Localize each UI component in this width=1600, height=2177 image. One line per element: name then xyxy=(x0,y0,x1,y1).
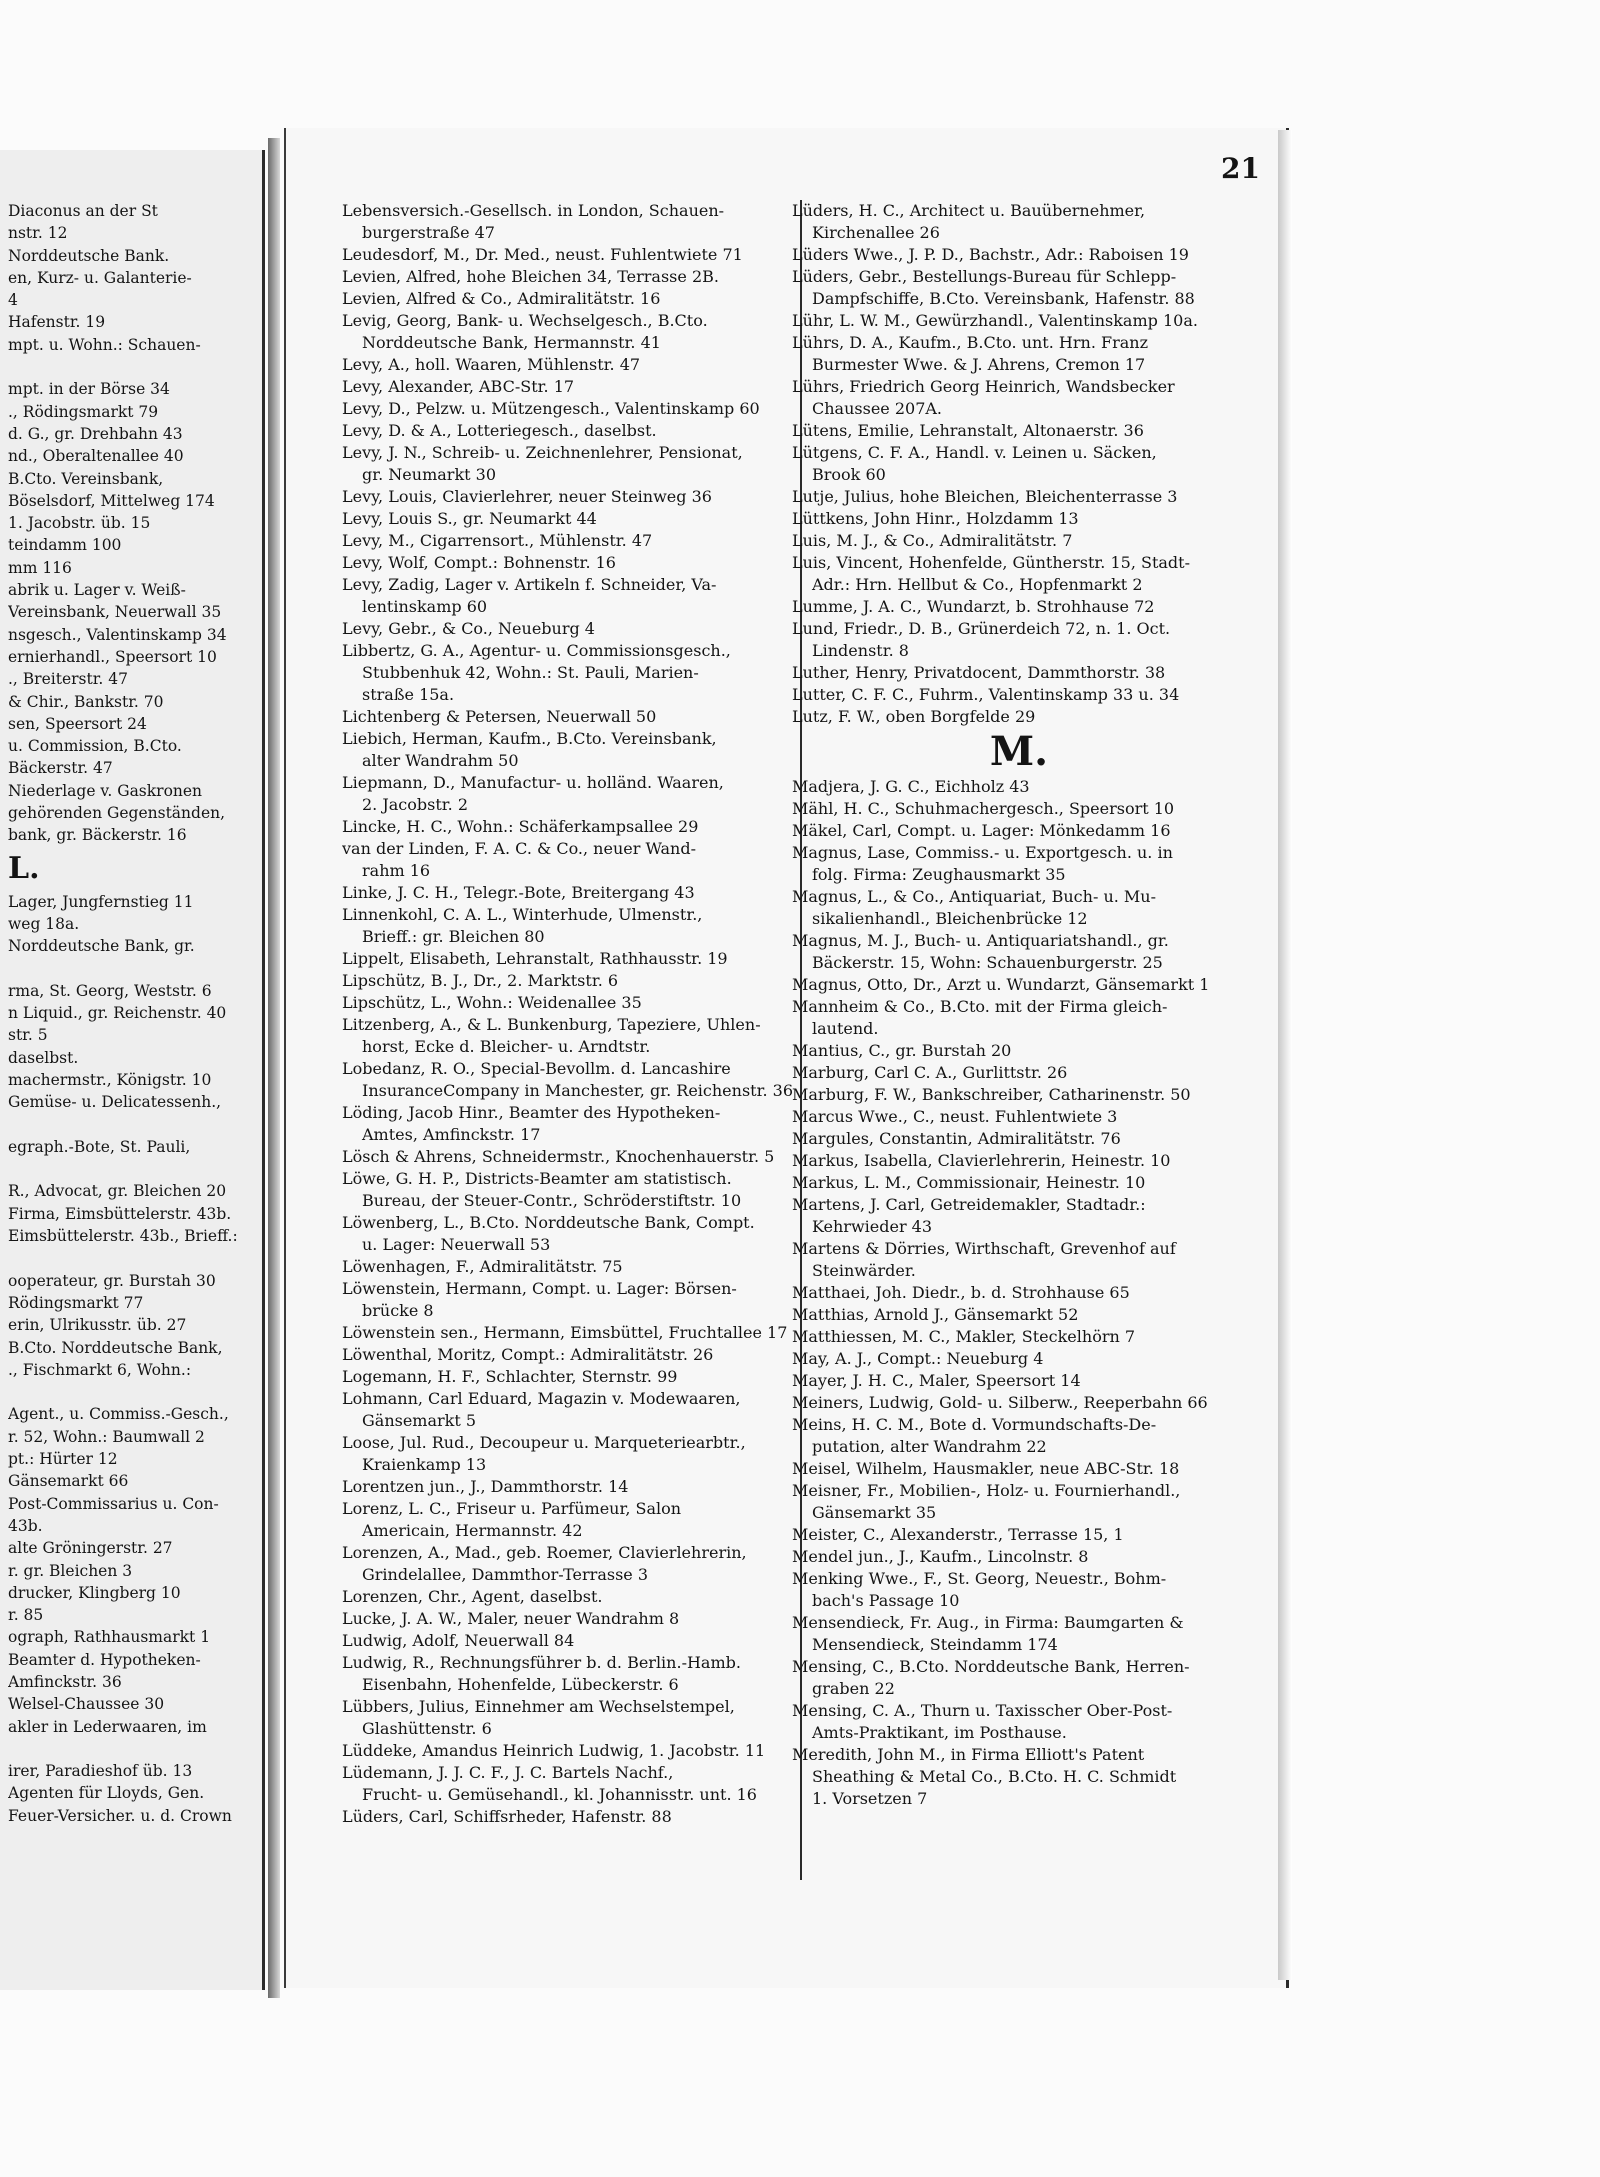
entry-line: Lühr, L. W. M., Gewürzhandl., Valentinskamp 10a. xyxy=(792,311,1198,330)
entries-column-right xyxy=(792,200,1246,1810)
entry-continuation-line: u. Lager: Neuerwall 53 xyxy=(362,1235,551,1254)
left-page-line: ooperateur, gr. Burstah 30 xyxy=(8,1271,216,1290)
left-page-line xyxy=(8,958,258,980)
entry-line: Matthiessen, M. C., Makler, Steckelhörn 7 xyxy=(792,1327,1136,1346)
entry-continuation-line: putation, alter Wandrahm 22 xyxy=(812,1437,1047,1456)
left-page-line: sen, Speersort 24 xyxy=(8,714,147,733)
left-page-line xyxy=(8,1247,258,1269)
entry-line: Mannheim & Co., B.Cto. mit der Firma gleich- xyxy=(792,997,1168,1016)
section-letter-heading: L. xyxy=(8,850,40,886)
entry-continuation-line: sikalienhandl., Bleichenbrücke 12 xyxy=(812,909,1088,928)
entry-line: Lorenzen, A., Mad., geb. Roemer, Clavierlehrerin, xyxy=(342,1543,747,1562)
left-page-line: 4 xyxy=(8,291,18,310)
entry-line: Lutz, F. W., oben Borgfelde 29 xyxy=(792,707,1036,726)
entry-line: Lüdemann, J. J. C. F., J. C. Bartels Nachf., xyxy=(342,1763,674,1782)
left-page-line: Agent., u. Commiss.-Gesch., xyxy=(8,1405,229,1424)
entry-line: Lührs, D. A., Kaufm., B.Cto. unt. Hrn. Franz xyxy=(792,333,1149,352)
entry-line: Markus, Isabella, Clavierlehrerin, Heinestr. 10 xyxy=(792,1151,1171,1170)
entry-continuation-line: lentinskamp 60 xyxy=(362,597,488,616)
entry-line: Magnus, Otto, Dr., Arzt u. Wundarzt, Gänsemarkt 1 xyxy=(792,975,1210,994)
left-page-line: Feuer-Versicher. u. d. Crown xyxy=(8,1806,232,1825)
entry-continuation-line: folg. Firma: Zeughausmarkt 35 xyxy=(812,865,1066,884)
left-page-line: Firma, Eimsbüttelerstr. 43b. xyxy=(8,1204,232,1223)
entry-line: Margules, Constantin, Admiralitätstr. 76 xyxy=(792,1129,1121,1148)
left-page-line: d. G., gr. Drehbahn 43 xyxy=(8,424,183,443)
entry-continuation-line: Adr.: Hrn. Hellbut & Co., Hopfenmarkt 2 xyxy=(812,575,1143,594)
entry-line: Löwenberg, L., B.Cto. Norddeutsche Bank, Compt. xyxy=(342,1213,755,1232)
entry-line: Lütgens, C. F. A., Handl. v. Leinen u. Säcken, xyxy=(792,443,1157,462)
left-page-line: akler in Lederwaaren, im xyxy=(8,1717,207,1736)
entry-line: Liepmann, D., Manufactur- u. holländ. Waaren, xyxy=(342,773,724,792)
entry-line: May, A. J., Compt.: Neueburg 4 xyxy=(792,1349,1044,1368)
left-page-line: Post-Commissarius u. Con- xyxy=(8,1494,219,1513)
left-page-line: Eimsbüttelerstr. 43b., Brieff.: xyxy=(8,1227,238,1246)
left-page-line xyxy=(8,1381,258,1403)
entry-line: Levy, Louis, Clavierlehrer, neuer Steinweg 36 xyxy=(342,487,712,506)
entry-line: Mantius, C., gr. Burstah 20 xyxy=(792,1041,1012,1060)
entry-continuation-line: Dampfschiffe, B.Cto. Vereinsbank, Hafenstr. 88 xyxy=(812,289,1195,308)
left-page-line: mpt. u. Wohn.: Schauen- xyxy=(8,335,201,354)
entry-continuation-line: Lindenstr. 8 xyxy=(812,641,909,660)
left-page-line: n Liquid., gr. Reichenstr. 40 xyxy=(8,1004,227,1023)
entry-line: Levy, D., Pelzw. u. Mützengesch., Valentinskamp 60 xyxy=(342,399,760,418)
entry-line: Leudesdorf, M., Dr. Med., neust. Fuhlentwiete 71 xyxy=(342,245,743,264)
entry-line: Meins, H. C. M., Bote d. Vormundschafts-De- xyxy=(792,1415,1157,1434)
entry-continuation-line: Brook 60 xyxy=(812,465,886,484)
entry-line: Löwenthal, Moritz, Compt.: Admiralitätstr. 26 xyxy=(342,1345,714,1364)
left-page-line: nd., Oberaltenallee 40 xyxy=(8,447,184,466)
entry-line: Levig, Georg, Bank- u. Wechselgesch., B.Cto. xyxy=(342,311,708,330)
left-page-line: 1. Jacobstr. üb. 15 xyxy=(8,514,151,533)
entry-line: Ludwig, Adolf, Neuerwall 84 xyxy=(342,1631,575,1650)
entry-line: Lübbers, Julius, Einnehmer am Wechselstempel, xyxy=(342,1697,735,1716)
entry-continuation-line: InsuranceCompany in Manchester, gr. Reichenstr. 36 xyxy=(362,1081,793,1100)
entry-continuation-line: Amts-Praktikant, im Posthause. xyxy=(812,1723,1067,1742)
entry-line: Levy, Alexander, ABC-Str. 17 xyxy=(342,377,575,396)
entry-line: Marburg, F. W., Bankschreiber, Catharinenstr. 50 xyxy=(792,1085,1191,1104)
entry-continuation-line: Sheathing & Metal Co., B.Cto. H. C. Schmidt xyxy=(812,1767,1177,1786)
entry-line: Levy, Zadig, Lager v. Artikeln f. Schneider, Va- xyxy=(342,575,717,594)
entry-line: Lohmann, Carl Eduard, Magazin v. Modewaaren, xyxy=(342,1389,741,1408)
entry-line: Mendel jun., J., Kaufm., Lincolnstr. 8 xyxy=(792,1547,1089,1566)
entry-continuation-line: Brieff.: gr. Bleichen 80 xyxy=(362,927,545,946)
entry-line: Loose, Jul. Rud., Decoupeur u. Marqueteriearbtr., xyxy=(342,1433,746,1452)
left-page-line: ., Fischmarkt 6, Wohn.: xyxy=(8,1360,192,1379)
entry-continuation-line: lautend. xyxy=(812,1019,879,1038)
entry-line: Lipschütz, B. J., Dr., 2. Marktstr. 6 xyxy=(342,971,619,990)
left-page-line: alte Gröningerstr. 27 xyxy=(8,1539,173,1558)
entry-continuation-line: Amtes, Amfinckstr. 17 xyxy=(362,1125,541,1144)
entry-line: Liebich, Herman, Kaufm., B.Cto. Vereinsbank, xyxy=(342,729,717,748)
entry-line: Lumme, J. A. C., Wundarzt, b. Strohhause 72 xyxy=(792,597,1155,616)
left-page-line xyxy=(8,356,258,378)
entry-line: Meiners, Ludwig, Gold- u. Silberw., Reeperbahn 66 xyxy=(792,1393,1208,1412)
entry-line: Magnus, M. J., Buch- u. Antiquariatshandl., gr. xyxy=(792,931,1169,950)
entry-line: Luis, Vincent, Hohenfelde, Güntherstr. 15, Stadt- xyxy=(792,553,1190,572)
entry-continuation-line: Mensendieck, Steindamm 174 xyxy=(812,1635,1058,1654)
entry-line: Lucke, J. A. W., Maler, neuer Wandrahm 8 xyxy=(342,1609,680,1628)
entry-line: Ludwig, R., Rechnungsführer b. d. Berlin.-Hamb. xyxy=(342,1653,741,1672)
entry-line: Levy, A., holl. Waaren, Mühlenstr. 47 xyxy=(342,355,641,374)
left-page-line xyxy=(8,1738,258,1760)
entry-continuation-line: Steinwärder. xyxy=(812,1261,916,1280)
entry-continuation-line: bach's Passage 10 xyxy=(812,1591,960,1610)
entry-line: Löding, Jacob Hinr., Beamter des Hypotheken- xyxy=(342,1103,721,1122)
entry-line: Magnus, Lase, Commiss.- u. Exportgesch. u. in xyxy=(792,843,1173,862)
left-page-line: B.Cto. Norddeutsche Bank, xyxy=(8,1338,223,1357)
entry-continuation-line: Stubbenhuk 42, Wohn.: St. Pauli, Marien- xyxy=(362,663,699,682)
entry-line: Linnenkohl, C. A. L., Winterhude, Ulmenstr., xyxy=(342,905,703,924)
entry-continuation-line: gr. Neumarkt 30 xyxy=(362,465,497,484)
entry-line: Lorentzen jun., J., Dammthorstr. 14 xyxy=(342,1477,629,1496)
left-page-line: daselbst. xyxy=(8,1048,79,1067)
entry-line: Lösch & Ahrens, Schneidermstr., Knochenhauerstr. 5 xyxy=(342,1147,775,1166)
entry-line: Lund, Friedr., D. B., Grünerdeich 72, n. 1. Oct. xyxy=(792,619,1171,638)
left-page-line: r. gr. Bleichen 3 xyxy=(8,1561,133,1580)
left-page-line: r. 52, Wohn.: Baumwall 2 xyxy=(8,1427,205,1446)
entry-line: Lüders, H. C., Architect u. Bauübernehmer, xyxy=(792,201,1146,220)
entry-continuation-line: Kraienkamp 13 xyxy=(362,1455,487,1474)
entry-continuation-line: Grindelallee, Dammthor-Terrasse 3 xyxy=(362,1565,649,1584)
left-page-line: Diaconus an der St xyxy=(8,202,158,220)
entry-line: Lincke, H. C., Wohn.: Schäferkampsallee 29 xyxy=(342,817,699,836)
left-page-line: abrik u. Lager v. Weiß- xyxy=(8,581,186,600)
left-page-line: gehörenden Gegenständen, xyxy=(8,804,226,823)
entry-continuation-line: 1. Vorsetzen 7 xyxy=(812,1789,928,1808)
entry-line: Levy, D. & A., Lotteriegesch., daselbst. xyxy=(342,421,657,440)
entry-line: Matthias, Arnold J., Gänsemarkt 52 xyxy=(792,1305,1079,1324)
left-page-column xyxy=(8,200,258,1827)
left-page-line: str. 5 xyxy=(8,1026,48,1045)
left-page-line: Gemüse- u. Delicatessenh., xyxy=(8,1093,222,1112)
left-page-line: Gänsemarkt 66 xyxy=(8,1472,129,1491)
left-page-line: Vereinsbank, Neuerwall 35 xyxy=(8,603,222,622)
entry-line: Levien, Alfred & Co., Admiralitätstr. 16 xyxy=(342,289,661,308)
left-page-line: Hafenstr. 19 xyxy=(8,313,106,332)
entry-line: Lorenz, L. C., Friseur u. Parfümeur, Salon xyxy=(342,1499,682,1518)
entry-line: Mensing, C. A., Thurn u. Taxisscher Ober-Post- xyxy=(792,1701,1173,1720)
entry-line: Matthaei, Joh. Diedr., b. d. Strohhause 65 xyxy=(792,1283,1130,1302)
left-page-line: Norddeutsche Bank. xyxy=(8,246,170,265)
entry-continuation-line: straße 15a. xyxy=(362,685,455,704)
left-page-line: ., Rödingsmarkt 79 xyxy=(8,402,159,421)
entry-continuation-line: horst, Ecke d. Bleicher- u. Arndtstr. xyxy=(362,1037,651,1056)
entry-line: Lüders Wwe., J. P. D., Bachstr., Adr.: Raboisen 19 xyxy=(792,245,1189,264)
entry-line: Levy, Louis S., gr. Neumarkt 44 xyxy=(342,509,597,528)
left-page-line: Agenten für Lloyds, Gen. xyxy=(8,1784,205,1803)
page-edge xyxy=(1278,130,1292,1980)
page-number: 21 xyxy=(1221,152,1260,185)
left-page-line: Böselsdorf, Mittelweg 174 xyxy=(8,491,215,510)
entry-line: Lippelt, Elisabeth, Lehranstalt, Rathhausstr. 19 xyxy=(342,949,728,968)
entry-continuation-line: Norddeutsche Bank, Hermannstr. 41 xyxy=(362,333,661,352)
left-page-line: Rödingsmarkt 77 xyxy=(8,1293,144,1312)
entry-line: Lichtenberg & Petersen, Neuerwall 50 xyxy=(342,707,657,726)
left-page-line: Niederlage v. Gaskronen xyxy=(8,781,203,800)
left-page-line: drucker, Klingberg 10 xyxy=(8,1583,181,1602)
entry-continuation-line: Eisenbahn, Hohenfelde, Lübeckerstr. 6 xyxy=(362,1675,679,1694)
entry-line: Mähl, H. C., Schuhmachergesch., Speersort 10 xyxy=(792,799,1175,818)
entry-line: Markus, L. M., Commissionair, Heinestr. 10 xyxy=(792,1173,1146,1192)
entry-continuation-line: Americain, Hermannstr. 42 xyxy=(362,1521,583,1540)
entry-line: Menking Wwe., F., St. Georg, Neuestr., Bohm- xyxy=(792,1569,1167,1588)
left-page-line: en, Kurz- u. Galanterie- xyxy=(8,268,192,287)
entry-line: Meisner, Fr., Mobilien-, Holz- u. Fournierhandl., xyxy=(792,1481,1181,1500)
left-page-line: nstr. 12 xyxy=(8,224,68,243)
entry-continuation-line: Bureau, der Steuer-Contr., Schröderstiftstr. 10 xyxy=(362,1191,742,1210)
entry-line: Logemann, H. F., Schlachter, Sternstr. 99 xyxy=(342,1367,678,1386)
entries-column-left xyxy=(342,200,794,1828)
entry-continuation-line: Burmester Wwe. & J. Ahrens, Cremon 17 xyxy=(812,355,1146,374)
entry-line: Luther, Henry, Privatdocent, Dammthorstr. 38 xyxy=(792,663,1166,682)
entry-line: Lüddeke, Amandus Heinrich Ludwig, 1. Jacobstr. 11 xyxy=(342,1741,766,1760)
entry-line: Marburg, Carl C. A., Gurlittstr. 26 xyxy=(792,1063,1068,1082)
left-page-line: Bäckerstr. 47 xyxy=(8,759,113,778)
entry-line: Luis, M. J., & Co., Admiralitätstr. 7 xyxy=(792,531,1073,550)
entry-continuation-line: burgerstraße 47 xyxy=(362,223,495,242)
entry-continuation-line: Bäckerstr. 15, Wohn: Schauenburgerstr. 25 xyxy=(812,953,1163,972)
entry-line: Marcus Wwe., C., neust. Fuhlentwiete 3 xyxy=(792,1107,1118,1126)
entry-line: Mäkel, Carl, Compt. u. Lager: Mönkedamm 16 xyxy=(792,821,1171,840)
entry-line: Löwenstein sen., Hermann, Eimsbüttel, Fruchtallee 17 xyxy=(342,1323,788,1342)
left-page-line: Amfinckstr. 36 xyxy=(8,1673,122,1691)
left-page-line: erin, Ulrikusstr. üb. 27 xyxy=(8,1316,187,1335)
entry-continuation-line: graben 22 xyxy=(812,1679,895,1698)
entry-line: Lorenzen, Chr., Agent, daselbst. xyxy=(342,1587,603,1606)
entry-continuation-line: rahm 16 xyxy=(362,861,431,880)
entry-line: Madjera, J. G. C., Eichholz 43 xyxy=(792,777,1030,796)
entry-line: Levy, J. N., Schreib- u. Zeichnenlehrer, Pensionat, xyxy=(342,443,743,462)
left-page-fragment xyxy=(0,150,265,1990)
left-page-line: ograph, Rathhausmarkt 1 xyxy=(8,1628,211,1647)
entry-continuation-line: Gänsemarkt 35 xyxy=(812,1503,937,1522)
entry-continuation-line: alter Wandrahm 50 xyxy=(362,751,519,770)
left-page-line: u. Commission, B.Cto. xyxy=(8,737,182,756)
entry-line: Meredith, John M., in Firma Elliott's Patent xyxy=(792,1745,1145,1764)
entry-line: Levien, Alfred, hohe Bleichen 34, Terrasse 2B. xyxy=(342,267,719,286)
entry-continuation-line: Gänsemarkt 5 xyxy=(362,1411,477,1430)
left-page-line: ernierhandl., Speersort 10 xyxy=(8,647,217,666)
entry-line: Löwenstein, Hermann, Compt. u. Lager: Börsen- xyxy=(342,1279,737,1298)
entry-continuation-line: 2. Jacobstr. 2 xyxy=(362,795,469,814)
entry-continuation-line: brücke 8 xyxy=(362,1301,434,1320)
left-page-line: Beamter d. Hypotheken- xyxy=(8,1650,201,1669)
entry-line: Martens, J. Carl, Getreidemakler, Stadtadr.: xyxy=(792,1195,1146,1214)
left-page-line: 43b. xyxy=(8,1516,43,1535)
entry-line: Mensendieck, Fr. Aug., in Firma: Baumgarten & xyxy=(792,1613,1184,1632)
left-page-line: R., Advocat, gr. Bleichen 20 xyxy=(8,1182,227,1201)
left-page-line: irer, Paradieshof üb. 13 xyxy=(8,1762,193,1781)
entry-line: Mayer, J. H. C., Maler, Speersort 14 xyxy=(792,1371,1081,1390)
entry-continuation-line: Kirchenallee 26 xyxy=(812,223,940,242)
entry-line: Meister, C., Alexanderstr., Terrasse 15, 1 xyxy=(792,1525,1124,1544)
entry-line: Lührs, Friedrich Georg Heinrich, Wandsbecker xyxy=(792,377,1175,396)
left-page-line: Norddeutsche Bank, gr. xyxy=(8,937,195,956)
entry-line: Magnus, L., & Co., Antiquariat, Buch- u. Mu- xyxy=(792,887,1157,906)
left-page-line: Welsel-Chaussee 30 xyxy=(8,1695,165,1714)
entry-line: Litzenberg, A., & L. Bunkenburg, Tapeziere, Uhlen- xyxy=(342,1015,761,1034)
left-page-line: rma, St. Georg, Weststr. 6 xyxy=(8,981,212,1000)
entry-line: Lipschütz, L., Wohn.: Weidenallee 35 xyxy=(342,993,642,1012)
left-page-line: weg 18a. xyxy=(8,914,80,933)
entry-line: Levy, Wolf, Compt.: Bohnenstr. 16 xyxy=(342,553,616,572)
left-page-line: Lager, Jungfernstieg 11 xyxy=(8,892,194,911)
left-page-line: B.Cto. Vereinsbank, xyxy=(8,469,164,488)
left-page-line: pt.: Hürter 12 xyxy=(8,1450,118,1469)
left-page-line: ., Breiterstr. 47 xyxy=(8,670,128,689)
entry-line: Lutter, C. F. C., Fuhrm., Valentinskamp 33 u. 34 xyxy=(792,685,1180,704)
entry-line: Lüders, Carl, Schiffsrheder, Hafenstr. 88 xyxy=(342,1807,672,1826)
entry-line: Lüttkens, John Hinr., Holzdamm 13 xyxy=(792,509,1079,528)
section-letter-heading: M. xyxy=(989,728,1049,775)
entry-continuation-line: Chaussee 207A. xyxy=(812,399,943,418)
left-page-line: teindamm 100 xyxy=(8,536,122,555)
entry-continuation-line: Kehrwieder 43 xyxy=(812,1217,933,1236)
entry-line: Lüders, Gebr., Bestellungs-Bureau für Schlepp- xyxy=(792,267,1177,286)
entry-line: Levy, Gebr., & Co., Neueburg 4 xyxy=(342,619,595,638)
left-page-line: bank, gr. Bäckerstr. 16 xyxy=(8,826,187,845)
entry-line: Mensing, C., B.Cto. Norddeutsche Bank, Herren- xyxy=(792,1657,1190,1676)
entry-line: van der Linden, F. A. C. & Co., neuer Wand- xyxy=(342,839,697,858)
left-page-line: machermstr., Königstr. 10 xyxy=(8,1070,212,1089)
left-page-line: mpt. in der Börse 34 xyxy=(8,380,170,399)
left-page-line: nsgesch., Valentinskamp 34 xyxy=(8,625,227,644)
entry-line: Lutje, Julius, hohe Bleichen, Bleichenterrasse 3 xyxy=(792,487,1178,506)
left-page-line: egraph.-Bote, St. Pauli, xyxy=(8,1137,191,1156)
entry-line: Linke, J. C. H., Telegr.-Bote, Breitergang 43 xyxy=(342,883,695,902)
left-page-line: & Chir., Bankstr. 70 xyxy=(8,692,164,711)
entry-line: Libbertz, G. A., Agentur- u. Commissionsgesch., xyxy=(342,641,731,660)
entry-line: Lobedanz, R. O., Special-Bevollm. d. Lancashire xyxy=(342,1059,731,1078)
entry-line: Lütens, Emilie, Lehranstalt, Altonaerstr. 36 xyxy=(792,421,1144,440)
left-page-line: mm 116 xyxy=(8,558,72,577)
left-page-line xyxy=(8,1158,258,1180)
left-page-line: r. 85 xyxy=(8,1606,44,1625)
entry-line: Levy, M., Cigarrensort., Mühlenstr. 47 xyxy=(342,531,653,550)
entry-line: Meisel, Wilhelm, Hausmakler, neue ABC-Str. 18 xyxy=(792,1459,1180,1478)
entry-line: Löwenhagen, F., Admiralitätstr. 75 xyxy=(342,1257,623,1276)
entry-line: Lebensversich.-Gesellsch. in London, Schauen- xyxy=(342,201,725,220)
left-page-line xyxy=(8,1114,258,1136)
entry-line: Martens & Dörries, Wirthschaft, Grevenhof auf xyxy=(792,1239,1176,1258)
entry-line: Löwe, G. H. P., Districts-Beamter am statistisch. xyxy=(342,1169,732,1188)
entry-continuation-line: Frucht- u. Gemüsehandl., kl. Johannisstr. unt. 16 xyxy=(362,1785,757,1804)
book-gutter xyxy=(268,138,280,1998)
entry-continuation-line: Glashüttenstr. 6 xyxy=(362,1719,492,1738)
